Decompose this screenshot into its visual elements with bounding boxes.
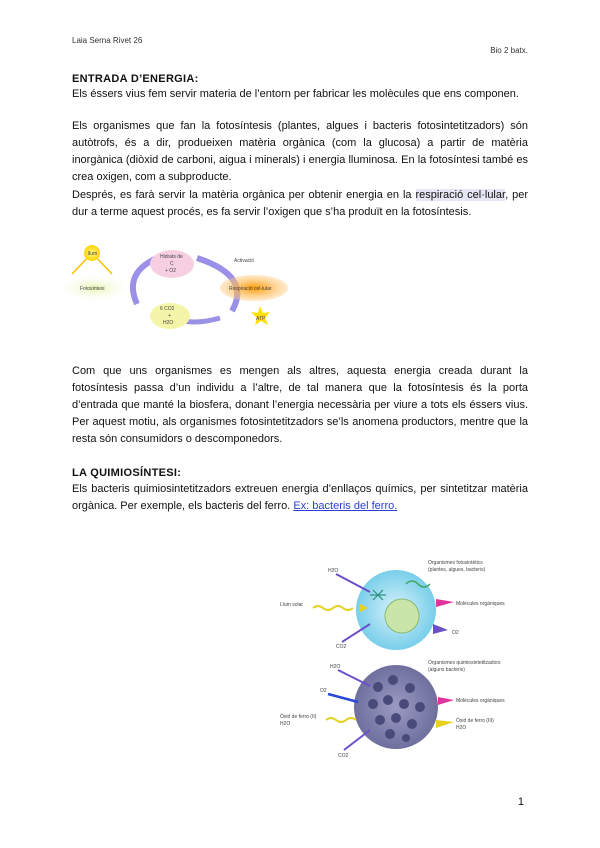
bottom-circle-line3: H2O	[163, 320, 174, 326]
section-title-chemosynthesis: LA QUIMIOSÍNTESI:	[72, 467, 182, 479]
bottom-org-label: Molècules orgàniques	[456, 698, 505, 704]
paragraph-photosynthesis: Els organismes que fan la fotosíntesis (plantes, algues i bacteris fotosintetitzadors) són autòtrofs, és a dir, produeixen matèria orgànica (com la glucosa) a partir de matèria inorgànica (diòxid de carboni, aigua i minerals) i energia lluminosa. En la fotosíntesi també es crea oxigen, com a subproducte.	[72, 120, 528, 183]
top-circle-line1: Hidrats de	[160, 254, 183, 260]
paragraph-biosphere: Com que uns organismes es mengen als altres, aquesta energia creada durant la fotosíntesis passa d’un individu a l’altre, de tal manera que la fotosíntesis és la porta d’entrada que manté la biosfera, donant l’energia necessària per viure a tots els éssers vius. Per aquest motiu, als organismes fotosintetitzadors se’ls anomena productors, mentre que la resta són consumidors o descomponedors.	[72, 365, 528, 445]
atp-label: ATP	[256, 316, 266, 322]
iron-bacteria-link[interactable]: Ex: bacteris del ferro.	[293, 500, 398, 512]
top-caption-line2: (plantes, algues, bacteris)	[428, 567, 486, 573]
activation-label: Activació	[234, 258, 255, 264]
paragraph-intro: Els éssers vius fem servir materia de l’entorn per fabricar les molècules que ens componen.	[72, 88, 519, 100]
top-circle-line2: C	[170, 261, 174, 267]
bottom-co2-arrow	[344, 730, 370, 750]
algae-cell-icon	[385, 599, 419, 633]
bottom-circle-line2: +	[168, 313, 171, 319]
bottom-caption-line1: Organismes quimiosintetitzadors	[428, 660, 501, 666]
light-wave-icon	[313, 606, 353, 610]
energy-cycle-diagram	[62, 226, 292, 336]
top-org-label: Molècules orgàniques	[456, 601, 505, 607]
top-h2o-label: H2O	[328, 568, 339, 574]
bottom-co2-label: CO2	[338, 753, 349, 759]
top-co2-label: CO2	[336, 644, 347, 650]
sun-label: llum	[88, 251, 98, 257]
photosynthesis-label: Fotosíntesi	[80, 286, 105, 292]
top-circle-line3: + O2	[165, 268, 176, 274]
top-light-label: Llum solar	[280, 602, 304, 608]
bottom-iron-out-line1: Òxid de ferro (III)	[456, 718, 494, 724]
chemosynthesis-diagram	[278, 552, 528, 762]
sun-icon	[72, 245, 112, 274]
paragraph-chemosynthesis	[72, 481, 528, 515]
top-h2o-arrow	[336, 574, 370, 592]
bottom-org-arrow-icon	[438, 697, 454, 705]
bottom-caption-line2: (alguns bacteris)	[428, 667, 465, 673]
header-course: Bio 2 batx.	[490, 46, 528, 55]
bottom-h2o-label: H2O	[330, 664, 341, 670]
bottom-o2-arrow	[328, 694, 358, 702]
bottom-circle-line1: 6 CO2	[160, 306, 175, 312]
respiration-label: Respiració cel·lular	[229, 286, 272, 292]
chemosynthesis-text: Els bacteris quimiosintetitzadors extreuen energia d’enllaços químics, per sintetitzar matèria orgànica. Per exemple, els bacteris del ferro.	[72, 483, 528, 512]
respiration-highlight: respiració cel·lular	[415, 189, 506, 201]
respiration-text-b: , per dur a terme aquest procés, es fa servir l’oxigen que s’ha produït en la fotosíntesis.	[72, 189, 528, 218]
bottom-iron-out-line2: H2O	[456, 725, 467, 731]
top-caption-line1: Organismes fotosintètics	[428, 560, 483, 566]
bottom-h2o-arrow	[338, 670, 370, 686]
bottom-iron-in-line1: Òxid de ferro (II)	[280, 714, 317, 720]
header-author: Laia Serna Rivet 26	[72, 36, 143, 45]
top-org-arrow-icon	[436, 599, 454, 607]
top-o2-arrow-icon	[433, 624, 448, 634]
paragraph-respiration	[72, 187, 528, 221]
bottom-iron-in-arrow	[326, 718, 356, 722]
bottom-iron-in-line2: H2O	[280, 721, 291, 727]
respiration-text-a: Després, es farà servir la matèria orgànica per obtenir energia en la	[72, 189, 416, 201]
top-o2-label: O2	[452, 630, 459, 636]
bottom-iron-out-arrow-icon	[436, 720, 454, 728]
bottom-o2-label: O2	[320, 688, 327, 694]
section-title-energy: ENTRADA D’ENERGIA:	[72, 73, 199, 85]
page-number: 1	[517, 796, 524, 808]
